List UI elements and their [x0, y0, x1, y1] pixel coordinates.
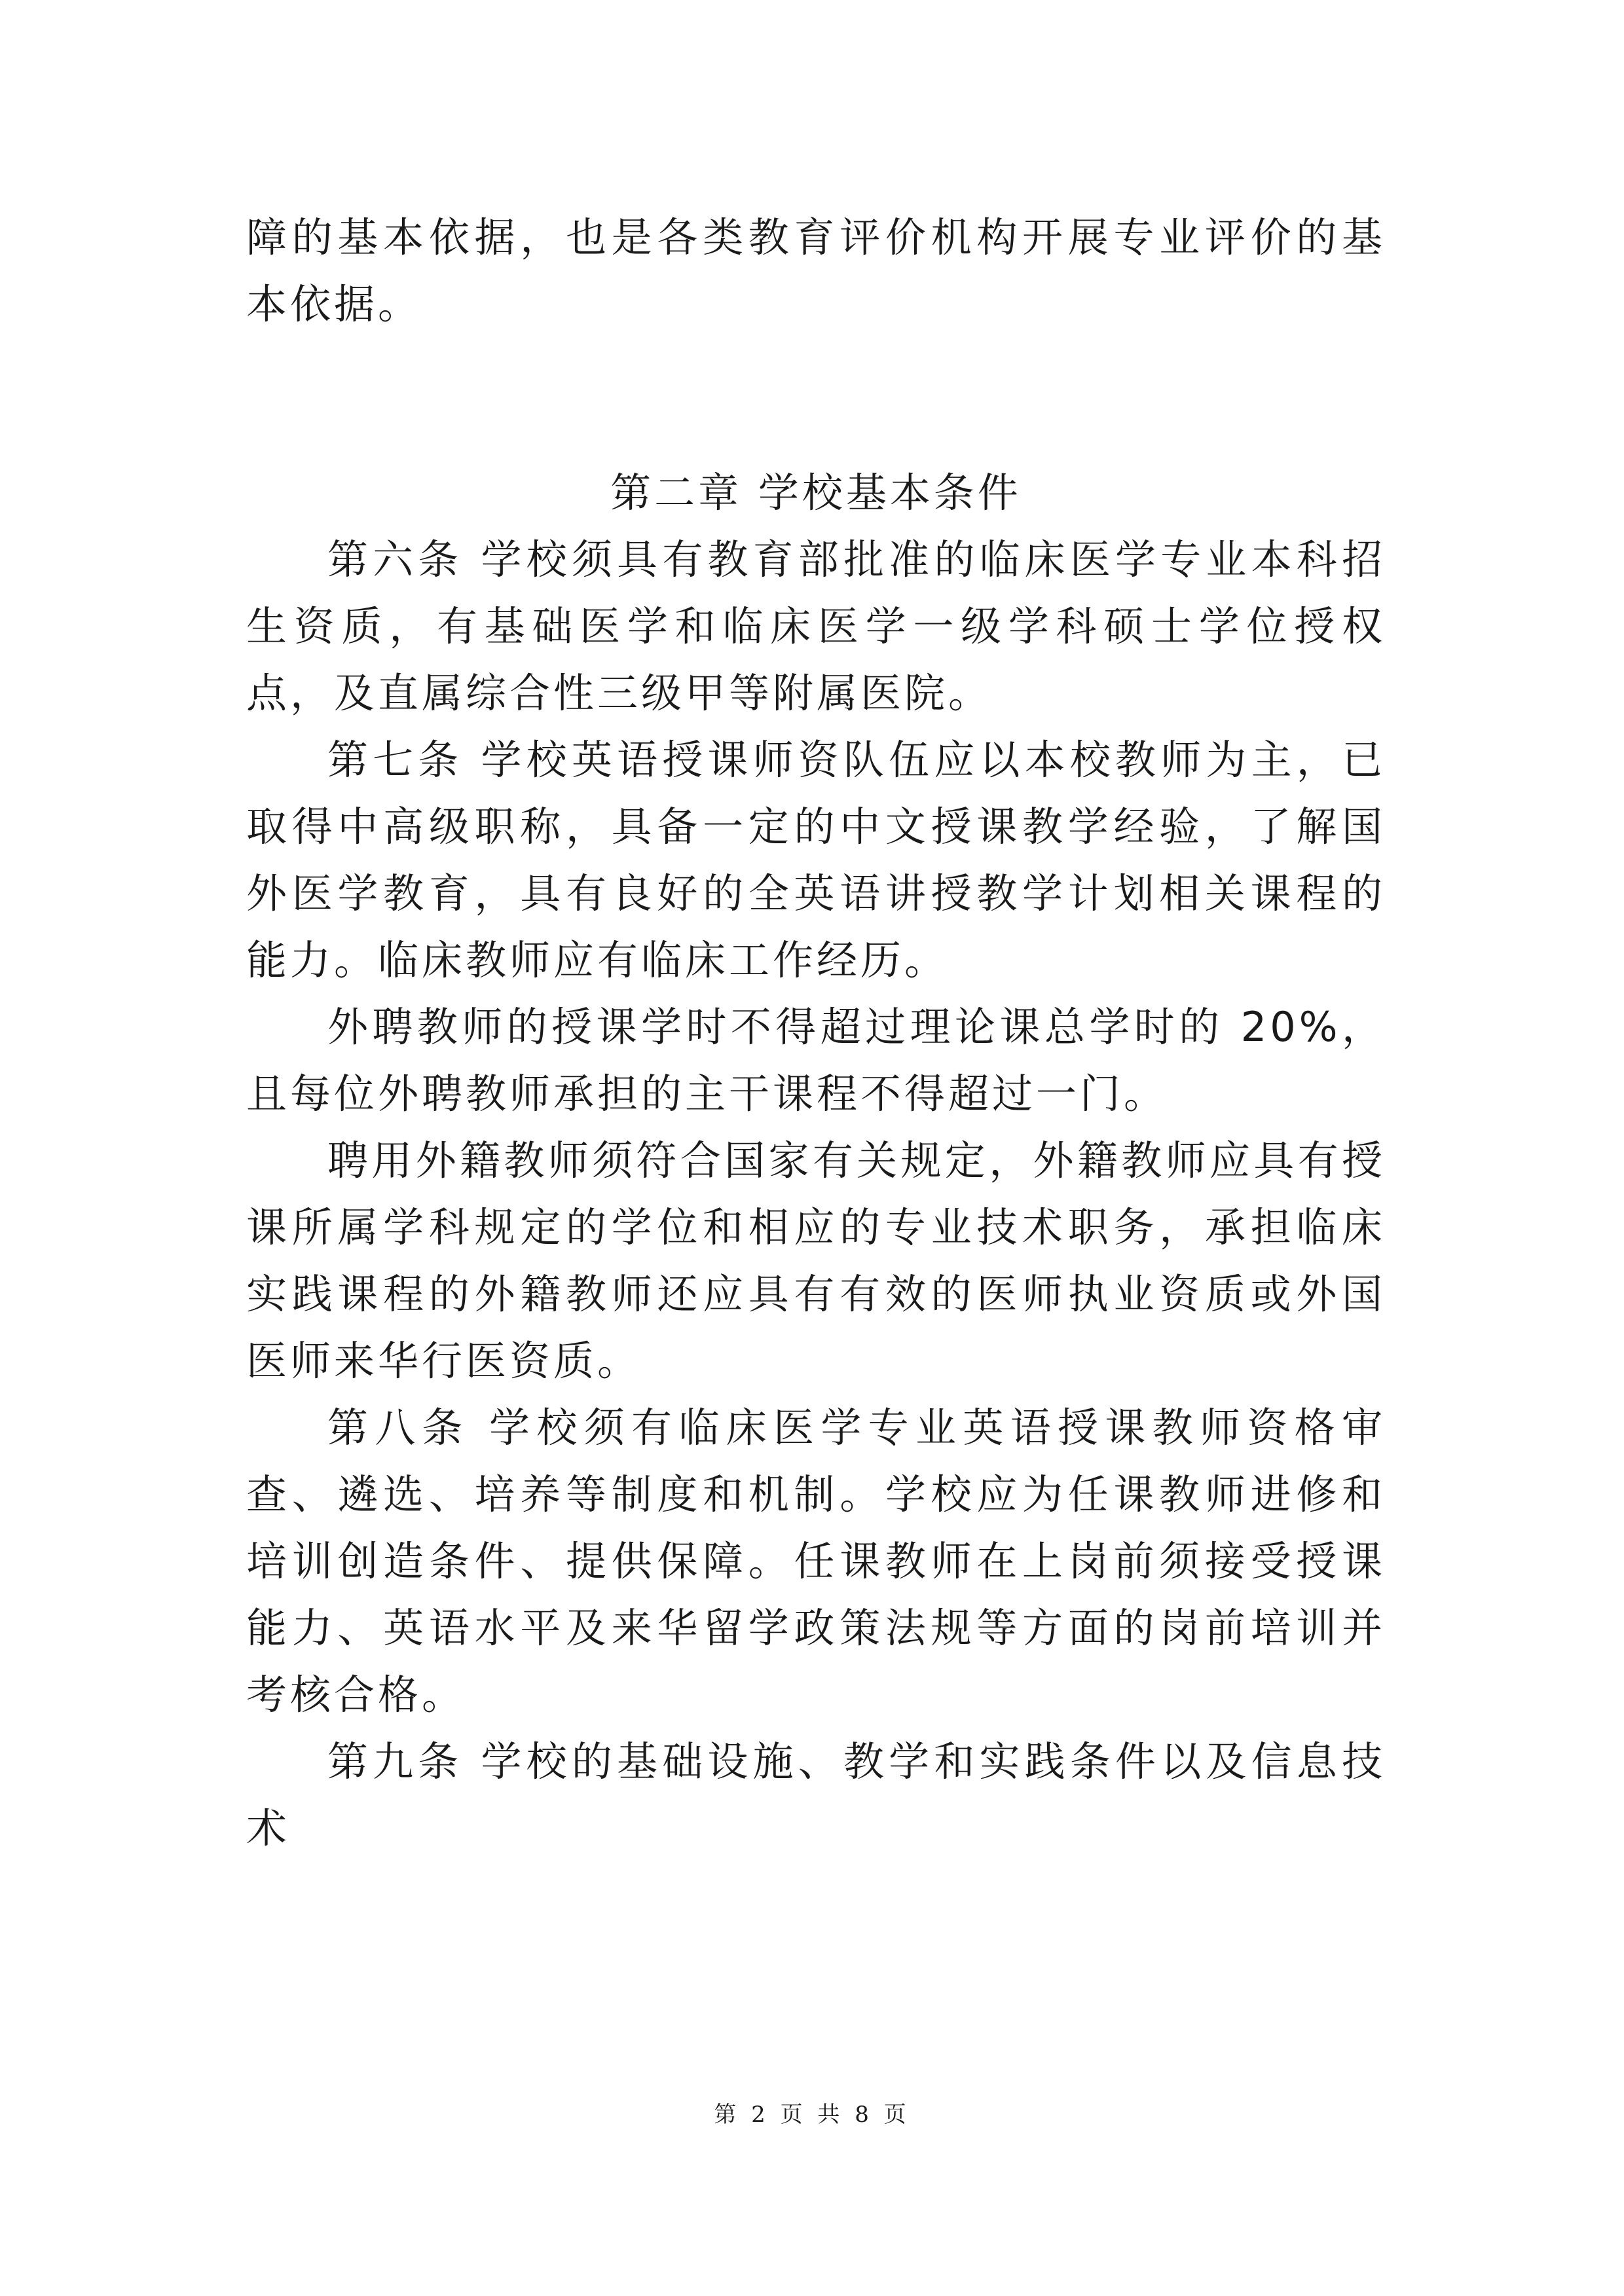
article-7-paragraph: 第七条 学校英语授课师资队伍应以本校教师为主，已取得中高级职称，具备一定的中文授课教学经验，了解国外医学教育，具有良好的全英语讲授教学计划相关课程的能力。临床教师应有临床工作经历。	[246, 736, 1386, 984]
article-8-paragraph: 第八条 学校须有临床医学专业英语授课教师资格审查、遴选、培养等制度和机制。学校应为任课教师进修和培训创造条件、提供保障。任课教师在上岗前须接受授课能力、英语水平及来华留学政策法规等方面的岗前培训并考核合格。	[246, 1404, 1386, 1719]
chapter-title: 第二章 学校基本条件	[610, 469, 1022, 517]
article-9-paragraph: 第九条 学校的基础设施、教学和实践条件以及信息技术	[246, 1738, 1386, 1852]
foreign-teachers-paragraph: 聘用外籍教师须符合国家有关规定，外籍教师应具有授课所属学科规定的学位和相应的专业技术职务，承担临床实践课程的外籍教师还应具有有效的医师执业资质或外国医师来华行医资质。	[246, 1137, 1386, 1385]
article-6-paragraph: 第六条 学校须具有教育部批准的临床医学专业本科招生资质，有基础医学和临床医学一级学科硕士学位授权点，及直属综合性三级甲等附属医院。	[246, 536, 1386, 717]
page-number-footer: 第 2 页 共 8 页	[714, 2102, 910, 2128]
document-body	[246, 204, 1386, 1862]
section-spacer	[246, 338, 1386, 460]
opening-paragraph: 障的基本依据，也是各类教育评价机构开展专业评价的基本依据。	[246, 213, 1386, 328]
external-teachers-paragraph: 外聘教师的授课学时不得超过理论课总学时的 20%，且每位外聘教师承担的主干课程不得超过一门。	[246, 1003, 1386, 1118]
